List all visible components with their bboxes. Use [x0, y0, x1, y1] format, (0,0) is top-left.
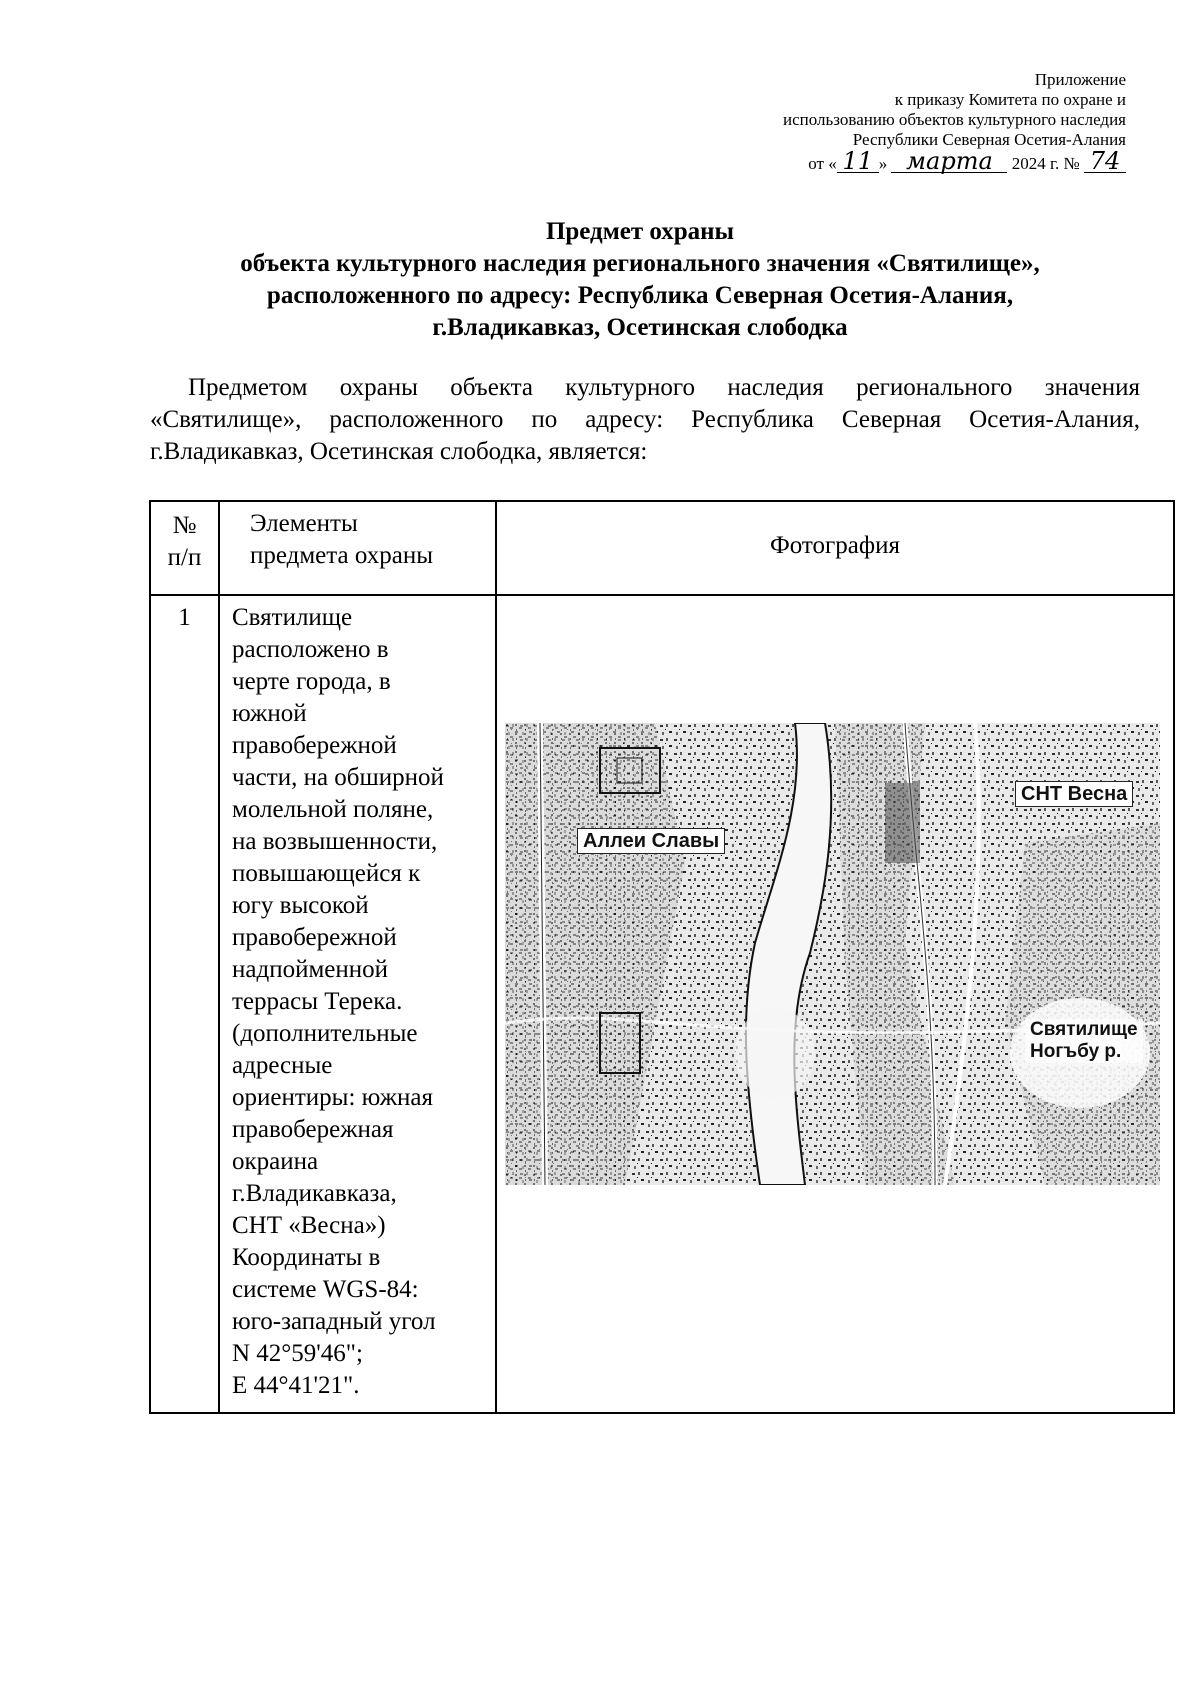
title-line-4: г.Владикавказ, Осетинская слободка — [432, 314, 848, 341]
date-month-handwritten: марта — [891, 150, 1007, 173]
row-text-line: на возвышенности, — [232, 828, 438, 855]
date-day-handwritten: 11 — [837, 150, 879, 173]
row-text-line: адресные — [232, 1052, 333, 1079]
map-label-sanctuary-line-2: Ногъбу р. — [1030, 1041, 1122, 1062]
row-text-line: N 42°59'46"; — [232, 1340, 363, 1367]
header-number-sign: № — [172, 512, 197, 539]
appendix-date-line — [606, 147, 1126, 175]
row-text-line: расположено в — [232, 636, 389, 663]
title-line-2: объекта культурного наследия регионального значения «Святилище», — [240, 250, 1040, 277]
row-text-line: (дополнительные — [232, 1020, 418, 1047]
date-mid: » — [878, 154, 888, 173]
row-text-line: правобережной — [232, 924, 397, 951]
row-text-line: Координаты в — [232, 1244, 381, 1271]
header-number — [151, 510, 218, 574]
row-text-line: надпойменной — [232, 956, 389, 983]
header-number-abbr: п/п — [167, 544, 202, 571]
row-text-line: правобережная — [232, 1116, 394, 1143]
row-text-line: югу высокой — [232, 892, 369, 919]
row-description — [232, 602, 494, 1402]
table-header-divider — [151, 594, 1173, 596]
row-text-line: повышающейся к — [232, 860, 421, 887]
row-text-line: системе WGS-84: — [232, 1276, 419, 1303]
row-text-line: черте города, в — [232, 668, 391, 695]
header-elements — [250, 508, 495, 572]
header-photo: Фотография — [770, 532, 900, 559]
date-prefix: от « — [808, 154, 837, 173]
header-elements-line-1: Элементы — [250, 510, 358, 537]
intro-paragraph — [150, 372, 1140, 468]
intro-line-1: Предметом охраны объекта культурного наследия регионального значения — [188, 374, 1140, 401]
appendix-header — [606, 70, 1126, 174]
map-label-sanctuary — [1025, 1019, 1143, 1063]
appendix-title: Приложение — [1034, 70, 1126, 89]
row-text-line: террасы Терека. — [232, 988, 403, 1015]
date-year: 2024 г. № — [1011, 154, 1080, 173]
document-title — [120, 216, 1160, 344]
appendix-order-ref-2: использованию объектов культурного наследия — [783, 110, 1126, 129]
table-divider — [495, 502, 497, 1412]
row-text-line: окраина — [232, 1148, 319, 1175]
appendix-order-ref: к приказу Комитета по охране и — [894, 90, 1126, 109]
row-number: 1 — [178, 604, 191, 631]
row-text-line: южной — [232, 700, 307, 727]
intro-line-2: «Святилище», расположенного по адресу: Республика Северная Осетия-Алания, — [150, 406, 1140, 433]
appendix-republic: Республики Северная Осетия-Алания — [852, 130, 1126, 149]
row-text-line: E 44°41'21". — [232, 1372, 360, 1399]
row-text-line: ориентиры: южная — [232, 1084, 433, 1111]
row-text-line: г.Владикавказа, — [232, 1180, 397, 1207]
map-label-alley-of-glory: Аллеи Славы — [577, 828, 725, 854]
row-text-line: юго-западный угол — [232, 1308, 436, 1335]
intro-line-3: г.Владикавказ, Осетинская слободка, является: — [150, 438, 648, 465]
row-text-line: молельной поляне, — [232, 796, 434, 823]
row-text-line: СНТ «Весна») — [232, 1212, 386, 1239]
map-label-sanctuary-line-1: Святилище — [1030, 1019, 1138, 1040]
title-line-3: расположенного по адресу: Республика Северная Осетия-Алания, — [266, 282, 1014, 309]
title-line-1: Предмет охраны — [545, 218, 735, 245]
order-number-handwritten: 74 — [1084, 150, 1126, 173]
row-text-line: правобережной — [232, 732, 397, 759]
map-label-snt-vesna: СНТ Весна — [1015, 781, 1133, 807]
table-divider — [218, 502, 220, 1412]
row-text-line: Святилище — [232, 604, 353, 631]
row-text-line: части, на обширной — [232, 764, 444, 791]
header-elements-line-2: предмета охраны — [250, 542, 434, 569]
aerial-photo — [505, 723, 1160, 1185]
